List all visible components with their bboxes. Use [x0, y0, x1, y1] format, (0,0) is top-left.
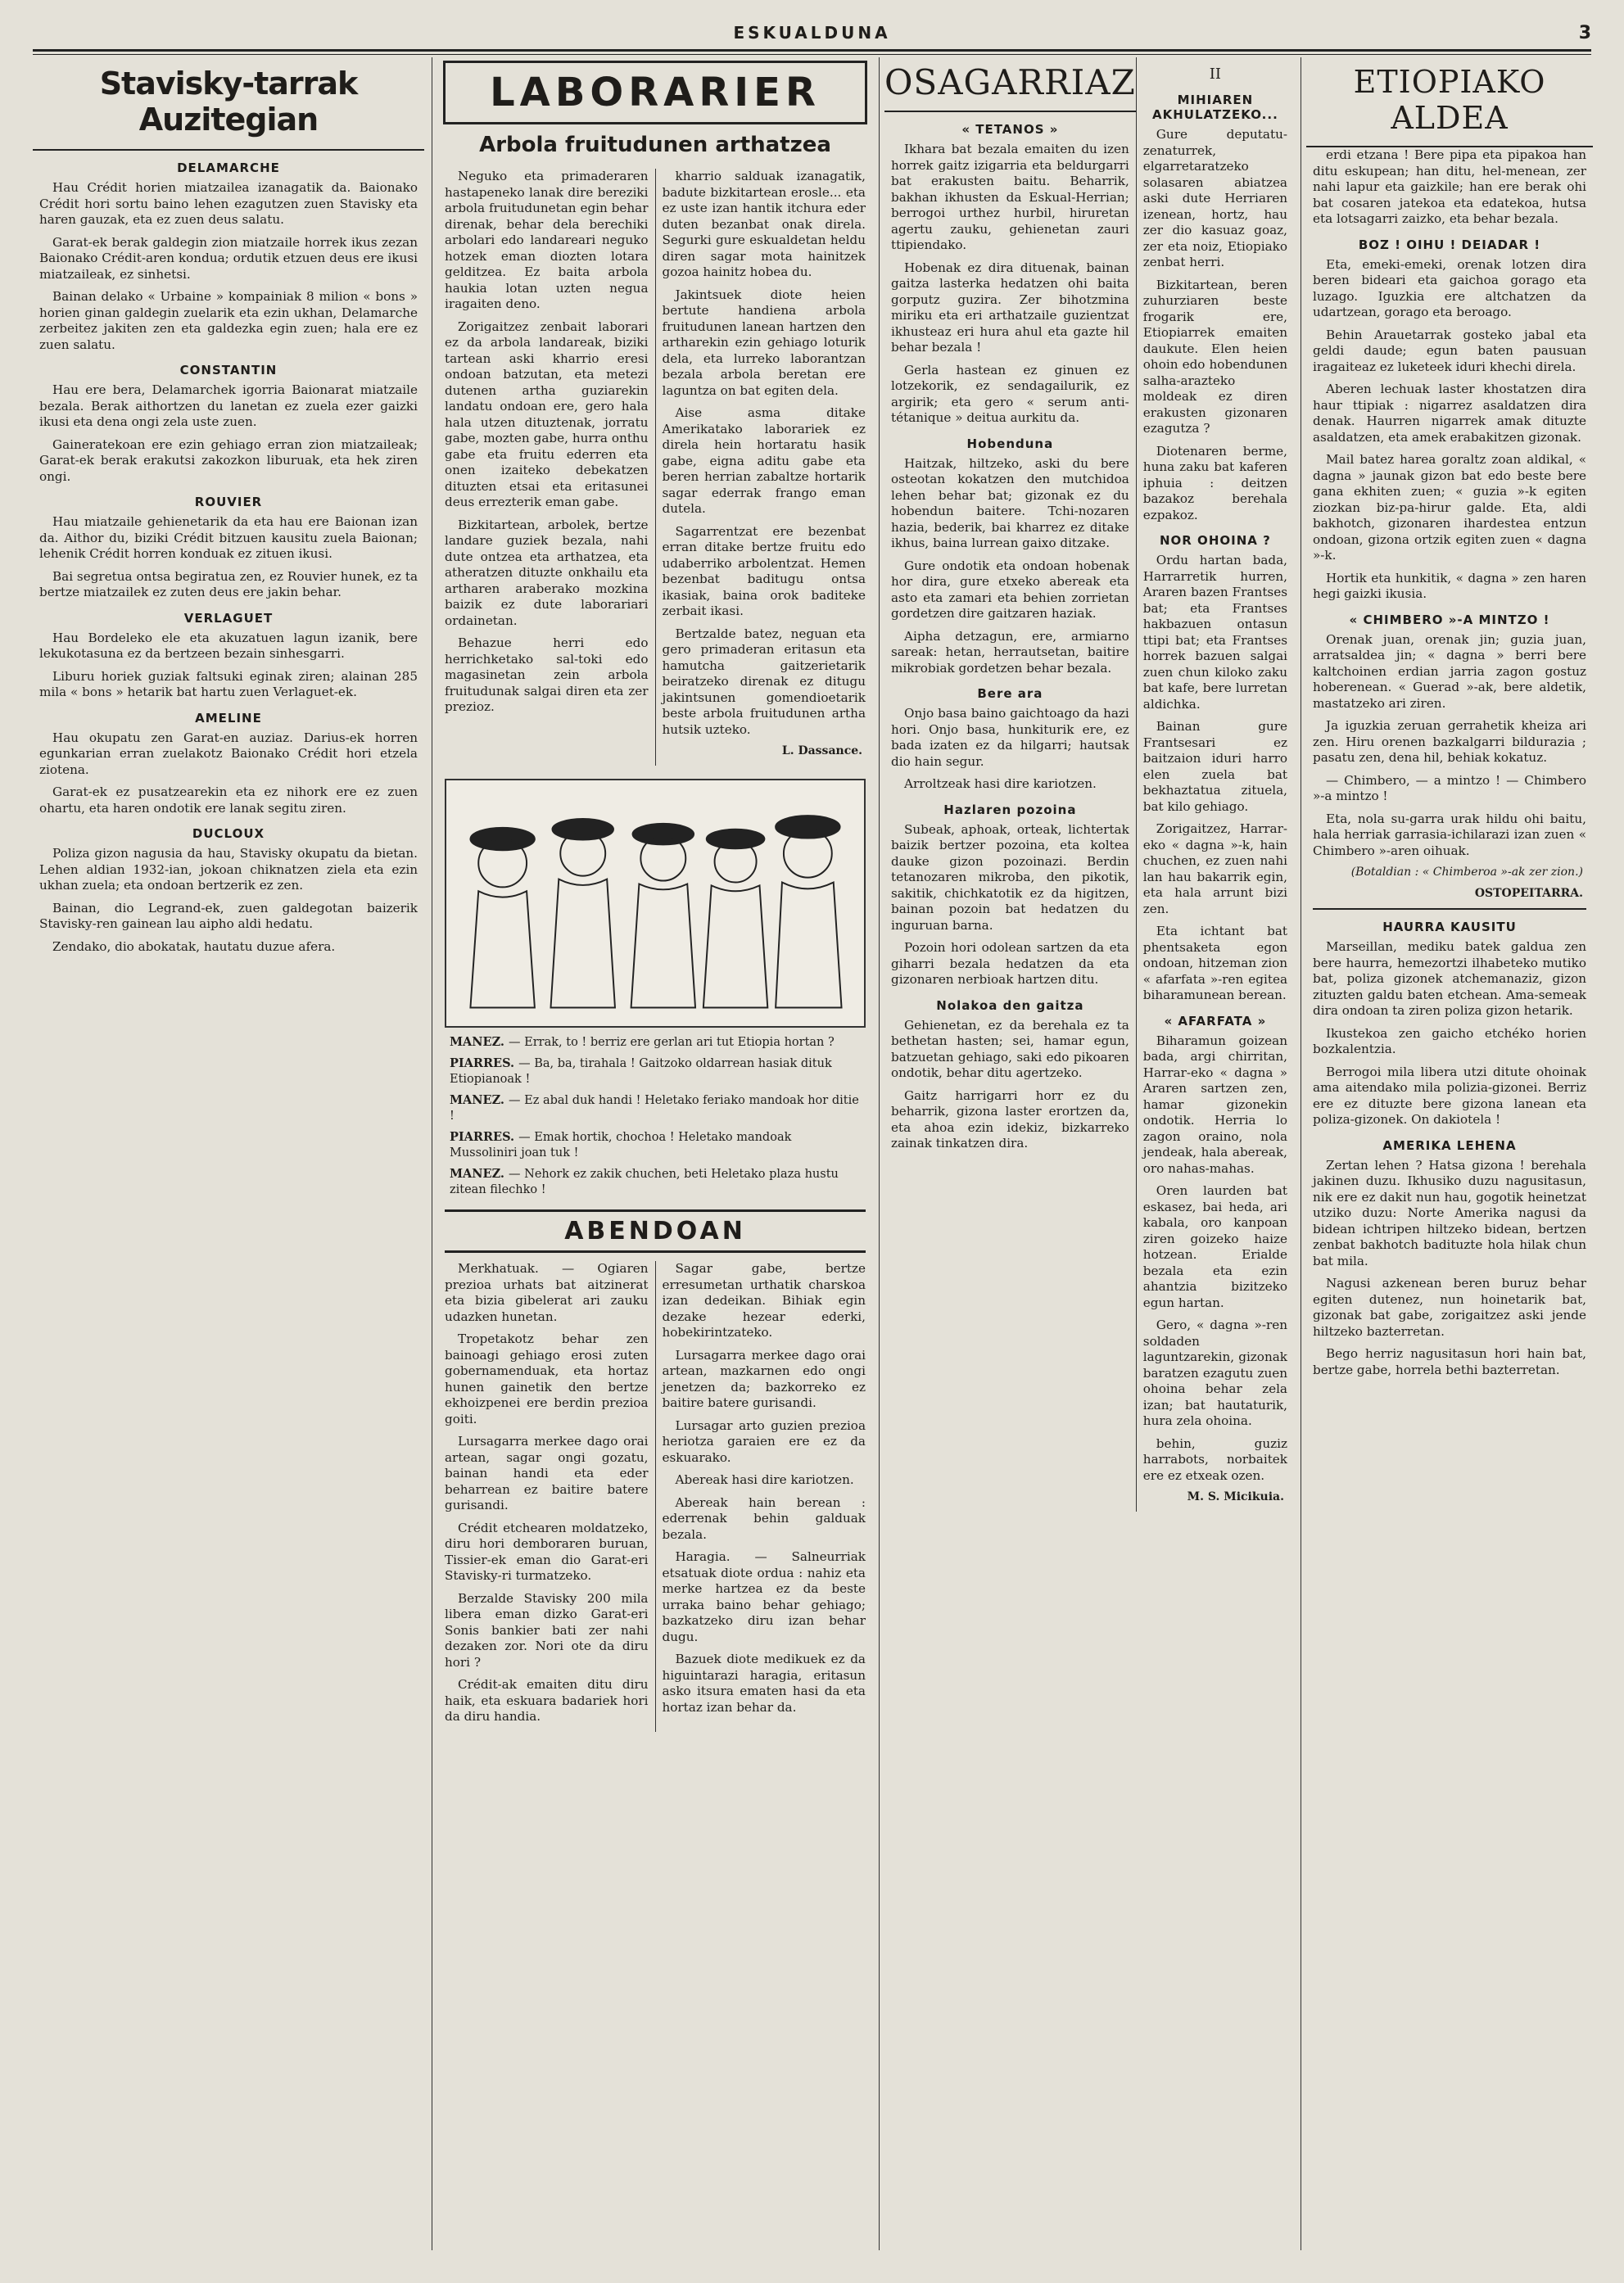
dialogue-speaker: MANEZ.	[450, 1167, 509, 1181]
section-title: NOR OHOINA ?	[1159, 533, 1271, 548]
paragraph: Bainan, dio Legrand-ek, zuen galdegotan baizerik Stavisky-ren gainean lau aipho aldi hedatu.	[39, 900, 418, 931]
paragraph: Garat-ek ez pusatzearekin eta ez nihork ere ez zuen ohartu, eta haren ondotik ere lanak segitu ziren.	[39, 784, 418, 816]
paragraph: Hau Crédit horien miatzailea izanagatik da. Baionako Crédit hori sortu baino lehen ezagutzen zuen Stavisky eta haren gauzak, eta ez zuen deus salatu.	[39, 180, 418, 227]
paragraph: Garat-ek berak galdegin zion miatzaile horrek ikus zezan Baionako Crédit-aren kondua; ordutik etzuen deus ere ikusi miatzaileak, ez sinhetsi.	[39, 234, 418, 282]
dialogue-text: — Ba, ba, tirahala ! Gaitzoko oldarrean hasiak dituk Etiopianoak !	[450, 1057, 832, 1086]
paragraph: Hau ere bera, Delamarchek igorria Baionarat miatzaile bezala. Berak aithortzen du lanetan ez zuela ezer gaizki ikusi eta dena ongi zela uste zuen.	[39, 382, 418, 429]
dialogue-text: — Nehork ez zakik chuchen, beti Heletako plaza hustu zitean filechko !	[450, 1168, 839, 1196]
paragraph: Neguko eta primaderaren hastapeneko lanak dire bereziki arbola fruitudunetan egin behar direnak, behar dela berechiki arbolari edo landareari neguko hotzek eman diozten lotara gelditzea. Ez baita arbola haukia lotan uzten negua iragaiten deno.	[445, 169, 649, 311]
paragraph: Onjo basa baino gaichtoago da hazi hori. Onjo basa, hunkiturik ere, ez bada izaten ez da hilgarri; hautsak dio hain segur.	[891, 706, 1129, 769]
paragraph: Abereak hasi dire kariotzen.	[675, 1472, 854, 1487]
paragraph: Sagarrentzat ere bezenbat erran ditake bertze fruitu edo udaberriko arbolentzat. Hemen bezenbat baditugu ontsa ikasiak, baina orok baditeke zerbait ikasi.	[662, 523, 866, 618]
dialogue-line	[450, 1034, 861, 1051]
paragraph: Nagusi azkenean beren buruz behar egiten dutenez, nun hoinetarik bat, gizonak bat gabe, zorigaitzez aski jende hiltzeko bazterretan.	[1313, 1276, 1586, 1339]
paragraph: Zertan lehen ? Hatsa gizona ! berehala jakinen duzu. Ikhusiko duzu nagusitasun, nik ere ez dakit nun hau, gogotik heinetzat utziko duzu: Norte Amerika nagusi da bidean ichtripen hiltzeko bidean, bertzen zenbat bakhotch badituzte hola hilak chun bat mila.	[1313, 1157, 1586, 1268]
paragraph: Merkhatuak. — Ogiaren prezioa urhats bat aitzinerat eta bizia gibelerat ari zauku udazken hunetan.	[445, 1261, 649, 1324]
paragraph: Diotenaren berme, huna zaku bat kaferen iphuia : deitzen bazakoz berehala ezpakoz.	[1142, 443, 1287, 522]
article-subhead: Arbola fruitudunen arthatzea	[479, 133, 831, 157]
cartoon-dialogue	[438, 1034, 872, 1198]
section-title: Nolakoa den gaitza	[936, 997, 1084, 1013]
paragraph: Biharamun goizean bada, argi chirritan, Harrar-eko « dagna » Araren sartzen zen, hamar gizonekin ondotik. Herria lo zagon oraino, nola jendeak, hala abereak, oro nahas-mahas.	[1142, 1033, 1287, 1176]
section-title: CONSTANTIN	[179, 363, 278, 377]
dialogue-speaker: PIARRES.	[450, 1056, 519, 1070]
section-title: AMELINE	[195, 710, 262, 726]
section-title: Hazlaren pozoina	[943, 802, 1077, 817]
dialogue-line	[450, 1129, 861, 1161]
section-title: MIHIAREN AKHULATZEKO...	[1151, 93, 1278, 122]
section-title: BOZ ! OIHU ! DEIADAR !	[1358, 237, 1541, 252]
paragraph: Hau miatzaile gehienetarik da eta hau ere Baionan izan da. Aithor du, biziki Crédit bitzuen kausitu zuela Baionan; lehenik Crédit horren konduak ez zituen ikusi.	[39, 514, 418, 561]
section-title: DELAMARCHE	[177, 160, 280, 175]
paragraph: Bainan delako « Urbaine » kompainiak 8 milion « bons » horien ginan galdegin zuelarik eta ezin ukhan, Delamarche zerbeitez jakiten zen eta galdezka egin zuen; hala ere ez zuen salatu.	[39, 289, 418, 352]
paragraph: Bainan gure Frantsesari ez baitzaion iduri harro elen zuela bat bekhaztatua zituela, bat kilo gehiago.	[1142, 719, 1287, 814]
paragraph: Mail batez harea goraltz zoan aldikal, « dagna » jaunak gizon bat edo beste bere gana ekhiten zuen; « guzia »-k egiten ziozkan biz-pa-hirur galde. Eta, aldi bakhotch, gizonaren ihardestea entzun ondoan, gizona ortzik egiten zuen « dagna »-k.	[1313, 452, 1586, 563]
cartoon-drawing	[446, 780, 864, 1026]
section-rule	[1313, 908, 1586, 910]
paragraph: Hobenak ez dira dituenak, bainan gaitza lasterka hedatzen ohi baita gorputz guzira. Zer bihotzmina miriku eta eri arthatzaile guzientzat ikhusteaz eri hura ahul eta gazte hil behar bezala !	[891, 260, 1129, 355]
col1-sections	[33, 160, 424, 955]
paragraph: Gerla hastean ez ginuen ez lotzekorik, ez sendagailurik, ez argirik; eta gero « serum anti-tétanique » deitua aurkitu da.	[891, 362, 1129, 425]
etiopiako-source: (Botaldian : « Chimberoa »-ak zer zion.)	[1350, 866, 1583, 879]
paragraph: Berrogoi mila libera utzi ditute ohoinak ama aitendako mila polizia-gizonei. Berriz ere ez dituzte bere gizona lanean eta poliza-gizonek. On dakiotela !	[1313, 1064, 1586, 1127]
paragraph: Sagar gabe, bertze erresumetan urthatik charskoa izan dedeikan. Bihiak egin dezake hezear ederki, hobekirintzateko.	[662, 1261, 866, 1340]
paragraph: Zorigaitzez, Harrar-eko « dagna »-k, hain chuchen, ez zuen nahi lan hau bakarrik egin, eta hala arrunt bizi zen.	[1142, 821, 1287, 916]
section-title: Hobenduna	[966, 436, 1054, 451]
masthead	[33, 15, 1591, 47]
dialogue-text: — Emak hortik, chochoa ! Heletako mandoak Mussoliniri joan tuk !	[450, 1131, 792, 1160]
paragraph: Behin Arauetarrak gosteko jabal eta geldi daude; egun baten pausuan iragaiteaz ez luketeek iduri khechi direla.	[1313, 327, 1586, 374]
section-title: DUCLOUX	[192, 826, 265, 841]
paragraph: Orenak juan, orenak jin; guzia juan, arratsaldea jin; « dagna » berri bere kaltchoinen erdian jarria zagon gostuz hoberenean. « Guerad »-ak, bere aldetik, mastatzeko ari ziren.	[1313, 631, 1586, 711]
paragraph: Gero, « dagna »-ren soldaden laguntzarekin, gizonak baratzen ezagutu zuen ohoina behar zela izan; bat hautaturik, hura zela ohoina.	[1142, 1318, 1287, 1428]
paragraph: behin, guziz harrabots, norbaitek ere ez etxeak ozen.	[1142, 1435, 1287, 1483]
section-title: « AFARFATA »	[1164, 1013, 1267, 1028]
paragraph: Tropetakotz behar zen bainoagi gehiago erosi zuten gobernamenduak, eta hortaz hunen gainetik den bertze ekhoizpenei ere berdin prezioa goiti.	[445, 1331, 649, 1426]
masthead-rule	[33, 49, 1591, 52]
paragraph: Bizkitartean, beren zuhurziaren beste frogarik ere, Etiopiarrek emaiten daukute. Elen heien ohoin edo hobendunen salha-arazteko moldeak ez diren erakusten gizonaren ezagutza ?	[1142, 277, 1287, 436]
paragraph: Hau okupatu zen Garat-en auziaz. Darius-ek horren egunkarian erran zuelakotz Baionako Crédit hori etzela ziotena.	[39, 730, 418, 777]
paragraph: Lursagar arto guzien prezioa heriotza garaien ere ez da eskuarako.	[662, 1417, 866, 1465]
paragraph: Aberen lechuak laster khostatzen dira haur ttipiak : nigarrez asaldatzen dira denak. Haurren nigarrek amak dituzte asaldatzen, eta amek erabakitzen gizonak.	[1313, 382, 1586, 445]
column-osagarriaz	[884, 57, 1294, 2250]
dialogue-speaker: MANEZ.	[450, 1093, 509, 1107]
paragraph: Eta, emeki-emeki, orenak lotzen dira beren bideari eta gaichoa gorago eta luzago. Iguzkia ere altchatzen da udartzean, gorago eta beroago.	[1313, 256, 1586, 319]
part-number: II	[1209, 66, 1221, 83]
paragraph: Zendako, dio abokatak, hautatu duzue afera.	[52, 938, 336, 954]
article-right	[655, 169, 873, 766]
paragraph: Gehienetan, ez da berehala ez ta bethetan hasten; sei, hamar egun, batzuetan gehiago, saki edo pikoaren ondotik, behar ditu agertzeko.	[891, 1017, 1129, 1080]
section-title: « TETANOS »	[961, 122, 1059, 137]
paragraph: Eta ichtant bat phentsaketa egon ondoan, hitzeman zion « afarfata »-ren egitea biharamunean berean.	[1142, 924, 1287, 1002]
osagarriaz-signature: M. S. Micikuia.	[1187, 1490, 1284, 1503]
section-title: Bere ara	[977, 686, 1043, 701]
dialogue-speaker: PIARRES.	[450, 1130, 519, 1144]
etiopiako-intro: erdi etzana ! Bere pipa eta pipakoa han ditu eskupean; han ditu, hel-menean, zer nahi lapur eta gaizkile; han ere berak ohi bat cosaren jatekoa eta edatekoa, hutsa eta lotsagarri zaizko, eta behar bezala.	[1313, 147, 1586, 226]
cartoon-illustration	[445, 779, 866, 1028]
page-number: 3	[1578, 23, 1591, 43]
paragraph: Ja iguzkia zeruan gerrahetik kheiza ari zen. Hiru orenen bazkalgarri bildurazia ; pasatu zen, dena hil, behiak kokatuz.	[1313, 718, 1586, 765]
paragraph: Gaitz harrigarri horr ez du beharrik, gizona laster erortzen da, eta ahoa ezin idekiz, bizkarreko zainak tinkatzen dira.	[891, 1087, 1129, 1151]
osagarriaz-body	[884, 57, 1294, 1512]
paragraph: Subeak, aphoak, orteak, lichtertak baizik bertzer pozoina, eta koltea dauke gizon pozoinazi. Berdin tetanozaren mikroba, den pikotik, sakitik, chichkatotik ez da higitzen, bainan pozoin bat hedatzen du inguruan barna.	[891, 821, 1129, 933]
paragraph: Zorigaitzez zenbait laborari ez da arbola landareak, biziki tartean aski kharrio eresi ondoan batzutan, eta metezi dutenen artha guziarekin landatu ondoan ere, gero hala hala utzen dituztenak, jorratu gabe, mozten gabe, hurra onthu gabe eta fruitu ederren eta onen izaiteko debekatzen dituzten etsai eta eritasunei deus errezterik eman gabe.	[445, 319, 649, 509]
paragraph: Haitzak, hiltzeko, aski du bere osteotan kokatzen den mutchidoa lehen behar bat; gizonak ez du hobendun baitere. Tchi-nozaren hazia, bederik, bai kharrez ez ditake ikhus, baina lurrean gaixo ditzake.	[891, 455, 1129, 550]
dialogue-line	[450, 1166, 861, 1198]
dialogue-line	[450, 1056, 861, 1087]
paragraph: Gure deputatu-zenaturrek, elgarretaratzeko solasaren abiatzea aski dute Herriaren izenean, hortz, hau zer dio kasuaz goaz, zer eta noiz, Etiopiako zenbat herri.	[1142, 127, 1287, 269]
paragraph: Behazue herri edo herrichketako sal-toki edo magasinetan zein arbola fruitudunak salgai diren eta zer prezioz.	[445, 635, 649, 714]
paragraph: Hau Bordeleko ele eta akuzatuen lagun izanik, bere lekukotasuna ez da bertzeen bezain sinhesgarri.	[39, 630, 418, 661]
abendoan-header: ABENDOAN	[445, 1209, 866, 1253]
etiopiako-signature: OSTOPEITARRA.	[1474, 887, 1583, 900]
paragraph: Crédit-ak emaiten ditu diru haik, eta eskuara badariek hori da diru handia.	[445, 1677, 649, 1724]
dialogue-text: — Ez abal duk handi ! Heletako feriako mandoak hor ditie !	[450, 1094, 859, 1123]
dialogue-text: — Errak, to ! berriz ere gerlan ari tut Etiopia hortan ?	[509, 1036, 835, 1049]
paper-name: ESKUALDUNA	[733, 23, 891, 43]
osagarriaz-header: OSAGARRIAZ	[884, 57, 1136, 112]
paragraph: Jakintsuek diote heien bertute handiena arbola fruitudunen lanean hartzen den artharekin ezin gehiago loturik dela, eta lurreko laborantzan bezala arbola beretan ere laguntza on bat egiten dela.	[662, 287, 866, 398]
paragraph: Ikhara bat bezala emaiten du izen horrek gaitz izigarria eta beldurgarri bat erakusten baitu. Beharrik, bakhan ikhusten da Eskual-Herrian; berrogoi urthez hurbil, hiruretan agertu zauku, gehienetan zauri ttipiendako.	[891, 142, 1129, 252]
paragraph: Bertzalde batez, neguan eta gero primaderan eritasun eta hamutcha gaitzerietarik beiratzeko direnak ez ditugu jakintsunen gomendioetarik beste arbola fruitudunen artha hutsik uzteko.	[662, 626, 866, 737]
paragraph: Gaineratekoan ere ezin gehiago erran zion miatzaileak; Garat-ek berak erakutsi zakozkon liburuak, eta hek ziren ongi.	[39, 436, 418, 484]
section-title: ROUVIER	[194, 495, 263, 509]
osagarriaz-right	[1136, 57, 1294, 1512]
column-laborarier	[438, 57, 872, 2250]
paragraph: Hortik eta hunkitik, « dagna » zen haren hegi gaizki ikusia.	[1313, 570, 1586, 601]
paragraph: Bego herriz nagusitasun hori hain bat, bertze gabe, horrela bethi bazterretan.	[1313, 1346, 1586, 1377]
column-etiopiako	[1306, 57, 1593, 2250]
osagarriaz-left	[884, 57, 1136, 1512]
dialogue-line	[450, 1092, 861, 1124]
paragraph: Berzalde Stavisky 200 mila libera eman dizko Garat-eri Sonis bankier bati zer nahi dezaken zor. Nori ote da diru hori ?	[445, 1590, 649, 1670]
market-right	[655, 1261, 873, 1732]
paragraph: Crédit etchearen moldatzeko, diru hori demboraren buruan, Tissier-ek eman dio Garat-eri Stavisky-ri turmatzeko.	[445, 1520, 649, 1583]
section-title: « CHIMBERO »-A MINTZO !	[1349, 612, 1550, 627]
etiopiako-header: ETIOPIAKO ALDEA	[1306, 57, 1593, 147]
laborarier-banner: LABORARIER	[443, 61, 867, 124]
paragraph: Aise asma ditake Amerikatako laborariek ez direla hein hortaratu hasik gabe, eigna aditu gabe eta beren herrian zabaltze hortarik sagar ederrak frango eman dutela.	[662, 405, 866, 516]
paragraph: Oren laurden bat eskasez, bai heda, ari kabala, oro kanpoan ziren goizeko haize hotzean. Erialde bezala eta ezin ahantzia bizitzeko egun hartan.	[1142, 1183, 1287, 1310]
paragraph: Bazuek diote medikuek ez da higuintarazi haragia, eritasun asko itsura ematen hasi da eta hortaz izan behar da.	[662, 1652, 866, 1715]
paragraph: Arroltzeak hasi dire kariotzen.	[904, 776, 1097, 791]
article-signature: L. Dassance.	[781, 744, 862, 757]
masthead-rule-thin	[33, 54, 1591, 55]
headline-stavisky: Stavisky-tarrak Auzitegian	[33, 57, 424, 151]
paragraph: Haragia. — Salneurriak etsatuak diote ordua : nahiz eta merke hartzea ez da beste urraka baino behar gehiago; bazkatzeko diru izan behar dugu.	[662, 1549, 866, 1644]
article-body	[438, 169, 872, 766]
paragraph: Aipha detzagun, ere, armiarno sareak: hetan, herrautsetan, baitire mikrobiak gordetzen behar bezala.	[891, 628, 1129, 676]
paragraph: Lursagarra merkee dago orai artean, mazkarnen edo ongi jenetzen da; bazkorreko ez baitire batere gurisandi.	[662, 1347, 866, 1410]
paragraph: Eta, nola su-garra urak hildu ohi baitu, hala herriak garrasia-ichilarazi izan zuen « Chimbero »-aren oihuak.	[1313, 811, 1586, 858]
paragraph: Ikustekoa zen gaicho etchéko horien bozkalentzia.	[1313, 1025, 1586, 1056]
section-title: HAURRA KAUSITU	[1382, 920, 1517, 934]
paragraph: kharrio salduak izanagatik, badute bizkitartean erosle... eta ez uste izan hantik itchura eder duten bezanbat onak direla. Segurki gure eskualdetan heldu diren sagar mota hainitzek gozoa hainitz hobea du.	[662, 169, 866, 279]
section-title: VERLAGUET	[183, 610, 274, 626]
column-stavisky	[33, 57, 424, 2250]
market-left	[438, 1261, 655, 1732]
column-divider	[879, 57, 880, 2250]
paragraph: Marseillan, mediku batek galdua zen bere haurra, hemezortzi ilhabeteko mutiko bat, poliza gizonek atchemanaziz, gizon zituzten galdu baten etchean. Ama-semeak dira ondoan ta ziren poliza gizon hetarik.	[1313, 939, 1586, 1018]
section-title: AMERIKA LEHENA	[1382, 1137, 1517, 1153]
paragraph: Lursagarra merkee dago orai artean, sagar ongi gozatu, bainan handi eta eder beharrean ez baitire batere gurisandi.	[445, 1434, 649, 1512]
paragraph: Ordu hartan bada, Harrarretik hurren, Araren bazen Frantses bat; eta Frantses hakbazuen ontasun ttipi bat; eta Frantses horrek bazuen salgai zuen chun kiloko zaku bat kafe, bere lurretan aldichka.	[1142, 553, 1287, 712]
paragraph: Abereak hain berean : ederrenak behin galduak bezala.	[662, 1494, 866, 1542]
paragraph: Poliza gizon nagusia da hau, Stavisky okupatu da bietan. Lehen aldian 1932-ian, jokoan chiknatzen ziela eta ezin ukhan zuela; eta ondoan bertzerik ez zen.	[39, 846, 418, 893]
paragraph: Bai segretua ontsa begiratua zen, ez Rouvier hunek, ez ta bertze miatzailek ez zuten deus ere jakin behar.	[39, 568, 418, 599]
paragraph: Liburu horiek guziak faltsuki eginak ziren; alainan 285 mila « bons » hetarik bat hartu zuen Verlaguet-ek.	[39, 668, 418, 699]
dialogue-speaker: MANEZ.	[450, 1035, 509, 1049]
market-body	[438, 1261, 872, 1732]
paragraph: Gure ondotik eta ondoan hobenak hor dira, gure etxeko abereak eta asto eta zamari eta behien zorrietan gordetzen dire gaitzaren haziak.	[891, 558, 1129, 621]
paragraph: — Chimbero, — a mintzo ! — Chimbero »-a mintzo !	[1313, 772, 1586, 803]
paragraph: Pozoin hori odolean sartzen da eta giharri bezala hedatzen da eta gizonaren nerbioak hartzen ditu.	[891, 940, 1129, 987]
paragraph: Bizkitartean, arbolek, bertze landare guziek bezala, nahi dute ontzea eta arthatzea, eta atheratzen dituzte onkhailu eta artharen araberako mozkina baizik ez dute laborariari ordainetan.	[445, 517, 649, 628]
article-left	[438, 169, 655, 766]
